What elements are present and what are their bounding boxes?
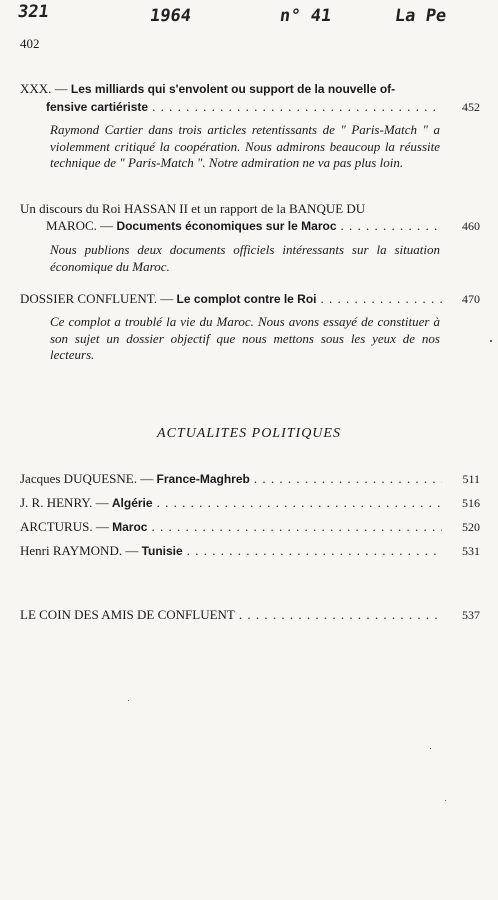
entry-lead: Un discours du Roi HASSAN II et un rapport de la BANQUE DU	[20, 201, 366, 216]
item-author: ARCTURUS. —	[20, 519, 109, 534]
entry-title: Les milliards qui s'envolent ou support de la nouvelle of-	[70, 82, 396, 96]
scan-speck	[128, 700, 129, 701]
handwritten-title: La Pe	[393, 6, 448, 26]
list-item	[20, 470, 480, 494]
entry-line-2	[20, 98, 480, 116]
item-author: Jacques DUQUESNE. —	[20, 471, 154, 486]
dot-leader	[151, 518, 442, 535]
entry-title: Le complot contre le Roi	[176, 292, 317, 306]
entry-summary: Raymond Cartier dans trois articles retentissants de " Paris-Match " a violemment critiqué la coopération. Nous admirons beaucoup la réussite technique de " Paris-Match ". Notre admiration ne va pas plus loin.	[50, 122, 440, 170]
handwritten-year: 1964	[148, 6, 193, 26]
entry-summary: Nous publions deux documents officiels intéressants sur la situation économique du Maroc.	[50, 242, 440, 274]
toc-entry	[20, 200, 480, 235]
scan-speck	[430, 748, 431, 749]
entry-summary: Ce complot a troublé la vie du Maroc. Nous avons essayé de constituer à son sujet un dossier objectif que nous mettons sous les yeux de nos lecteurs.	[50, 314, 440, 362]
list-item	[20, 518, 480, 542]
item-title: Algérie	[111, 496, 153, 510]
entry-lead: XXX. —	[20, 81, 68, 96]
item-page: 520	[462, 520, 480, 534]
toc-entry	[20, 80, 480, 116]
section-heading: ACTUALITES POLITIQUES	[157, 426, 341, 441]
entry-line-2	[20, 217, 480, 235]
dot-leader	[187, 542, 442, 559]
dot-leader	[341, 217, 443, 234]
entry-lead-cont: MAROC. —	[46, 218, 114, 233]
entry-page: 452	[462, 100, 480, 114]
entry-line-1	[20, 290, 480, 308]
entry-title-cont: fensive cartiériste	[46, 100, 149, 114]
list-item	[20, 542, 480, 566]
item-title: Maroc	[112, 520, 148, 534]
item-title: Tunisie	[141, 544, 183, 558]
closing-line	[20, 606, 480, 624]
dot-leader	[239, 606, 442, 623]
item-author: Henri RAYMOND. —	[20, 543, 139, 558]
item-page: 511	[462, 472, 480, 486]
item-page: 531	[462, 544, 480, 558]
scan-speck	[490, 340, 492, 342]
dot-leader	[254, 470, 442, 487]
entry-line-1	[20, 80, 480, 98]
list-item	[20, 494, 480, 518]
handwritten-ref: 321	[16, 2, 51, 22]
toc-entry	[20, 290, 480, 308]
closing-page: 537	[462, 608, 480, 622]
entry-page: 460	[462, 219, 480, 233]
item-author: J. R. HENRY. —	[20, 495, 109, 510]
item-page: 516	[462, 496, 480, 510]
item-title: France-Maghreb	[156, 472, 250, 486]
handwritten-number: n° 41	[278, 6, 333, 26]
dot-leader	[321, 290, 442, 307]
politics-list	[20, 470, 480, 566]
dot-leader	[157, 494, 442, 511]
page-number: 402	[20, 36, 40, 51]
scan-speck	[445, 800, 446, 801]
entry-title: Documents économiques sur le Maroc	[116, 219, 337, 233]
dot-leader	[152, 98, 442, 115]
entry-lead: DOSSIER CONFLUENT. —	[20, 291, 174, 306]
closing-title: LE COIN DES AMIS DE CONFLUENT	[20, 607, 235, 622]
entry-page: 470	[462, 292, 480, 306]
toc-entry	[20, 606, 480, 624]
